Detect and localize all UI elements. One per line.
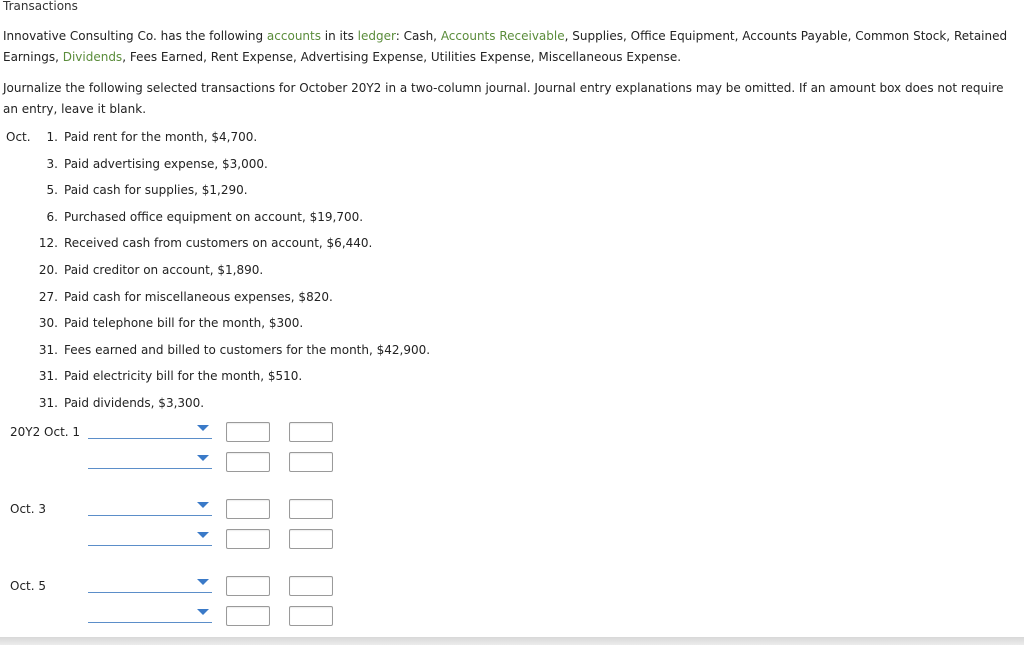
accounts-receivable-link[interactable]: Accounts Receivable xyxy=(440,29,565,43)
transaction-text: Paid rent for the month, $4,700. xyxy=(64,130,258,144)
credit-amount-input[interactable] xyxy=(289,576,333,596)
transaction-text: Paid advertising expense, $3,000. xyxy=(64,156,268,171)
ledger-link[interactable]: ledger xyxy=(357,29,396,43)
transaction-day: 12. xyxy=(38,236,58,251)
debit-amount-input[interactable] xyxy=(226,452,270,472)
transaction-item xyxy=(6,343,430,357)
entry-date-label: 20Y2 Oct. 1 xyxy=(10,425,81,439)
transaction-day: 5. xyxy=(46,183,58,198)
account-dropdown[interactable] xyxy=(88,576,212,593)
intro-mid: in its xyxy=(320,29,358,43)
transaction-text: Received cash from customers on account, $6,440. xyxy=(64,236,373,251)
transaction-item xyxy=(6,396,204,410)
credit-amount-input[interactable] xyxy=(289,422,333,442)
chevron-down-icon xyxy=(197,455,209,461)
account-dropdown[interactable] xyxy=(88,452,212,469)
transaction-text: Paid telephone bill for the month, $300. xyxy=(64,316,304,331)
chevron-down-icon xyxy=(197,579,209,585)
section-heading: Transactions xyxy=(3,0,78,13)
entry-date-label: Oct. 5 xyxy=(10,579,47,593)
intro-after-ledger: : Cash, xyxy=(395,29,441,43)
transaction-item xyxy=(6,263,263,277)
debit-amount-input[interactable] xyxy=(226,529,270,549)
transaction-item xyxy=(6,236,372,250)
chevron-down-icon xyxy=(197,425,209,431)
transaction-item xyxy=(6,210,363,224)
chevron-down-icon xyxy=(197,502,209,508)
credit-amount-input[interactable] xyxy=(289,606,333,626)
account-dropdown[interactable] xyxy=(88,606,212,623)
intro-paragraph xyxy=(3,26,1018,68)
transaction-item xyxy=(6,369,302,383)
account-dropdown[interactable] xyxy=(88,422,212,439)
entry-date-label: Oct. 3 xyxy=(10,502,47,516)
transaction-day: 20. xyxy=(38,263,58,277)
account-dropdown[interactable] xyxy=(88,499,212,516)
transaction-item xyxy=(6,316,303,330)
transaction-item xyxy=(6,183,248,197)
transaction-item xyxy=(6,290,333,304)
transaction-text: Paid cash for miscellaneous expenses, $820. xyxy=(64,289,333,304)
dividends-link[interactable]: Dividends xyxy=(62,50,123,64)
chevron-down-icon xyxy=(197,532,209,538)
transaction-day: 6. xyxy=(46,209,58,224)
chevron-down-icon xyxy=(197,609,209,615)
bottom-scroll-edge xyxy=(0,637,1024,645)
transaction-text: Purchased office equipment on account, $19,700. xyxy=(64,209,364,224)
transaction-day: 30. xyxy=(38,316,58,331)
intro-lead: Innovative Consulting Co. has the following xyxy=(3,29,267,43)
transaction-text: Paid electricity bill for the month, $510. xyxy=(64,369,303,384)
instructions-paragraph: Journalize the following selected transactions for October 20Y2 in a two-column journal. Journal entry explanations may be omitted. If an amount box does not require an entry, leave it blank. xyxy=(3,81,1004,116)
transaction-text: Paid cash for supplies, $1,290. xyxy=(64,183,248,198)
transaction-day: 3. xyxy=(46,156,58,171)
transaction-text: Paid dividends, $3,300. xyxy=(64,396,205,410)
transaction-month: Oct. xyxy=(6,130,31,144)
intro-tail: , Fees Earned, Rent Expense, Advertising Expense, Utilities Expense, Miscellaneous Expense. xyxy=(122,50,682,64)
transaction-item xyxy=(6,157,268,171)
account-dropdown[interactable] xyxy=(88,529,212,546)
credit-amount-input[interactable] xyxy=(289,499,333,519)
transaction-day: 27. xyxy=(38,289,58,304)
transaction-text: Paid creditor on account, $1,890. xyxy=(64,263,264,277)
intro-after-ar: , Supplies, Office Equipment, Accounts Payable, Common Stock, Retained Earnings, xyxy=(3,29,1008,64)
transaction-day: 31. xyxy=(38,342,58,357)
debit-amount-input[interactable] xyxy=(226,606,270,626)
credit-amount-input[interactable] xyxy=(289,452,333,472)
transaction-day: 31. xyxy=(38,369,58,384)
debit-amount-input[interactable] xyxy=(226,499,270,519)
transaction-day: 1. xyxy=(46,130,58,144)
debit-amount-input[interactable] xyxy=(226,422,270,442)
debit-amount-input[interactable] xyxy=(226,576,270,596)
accounts-link[interactable]: accounts xyxy=(266,29,321,43)
transaction-text: Fees earned and billed to customers for the month, $42,900. xyxy=(64,342,431,357)
transaction-item xyxy=(6,130,257,144)
credit-amount-input[interactable] xyxy=(289,529,333,549)
transaction-day: 31. xyxy=(38,396,58,410)
